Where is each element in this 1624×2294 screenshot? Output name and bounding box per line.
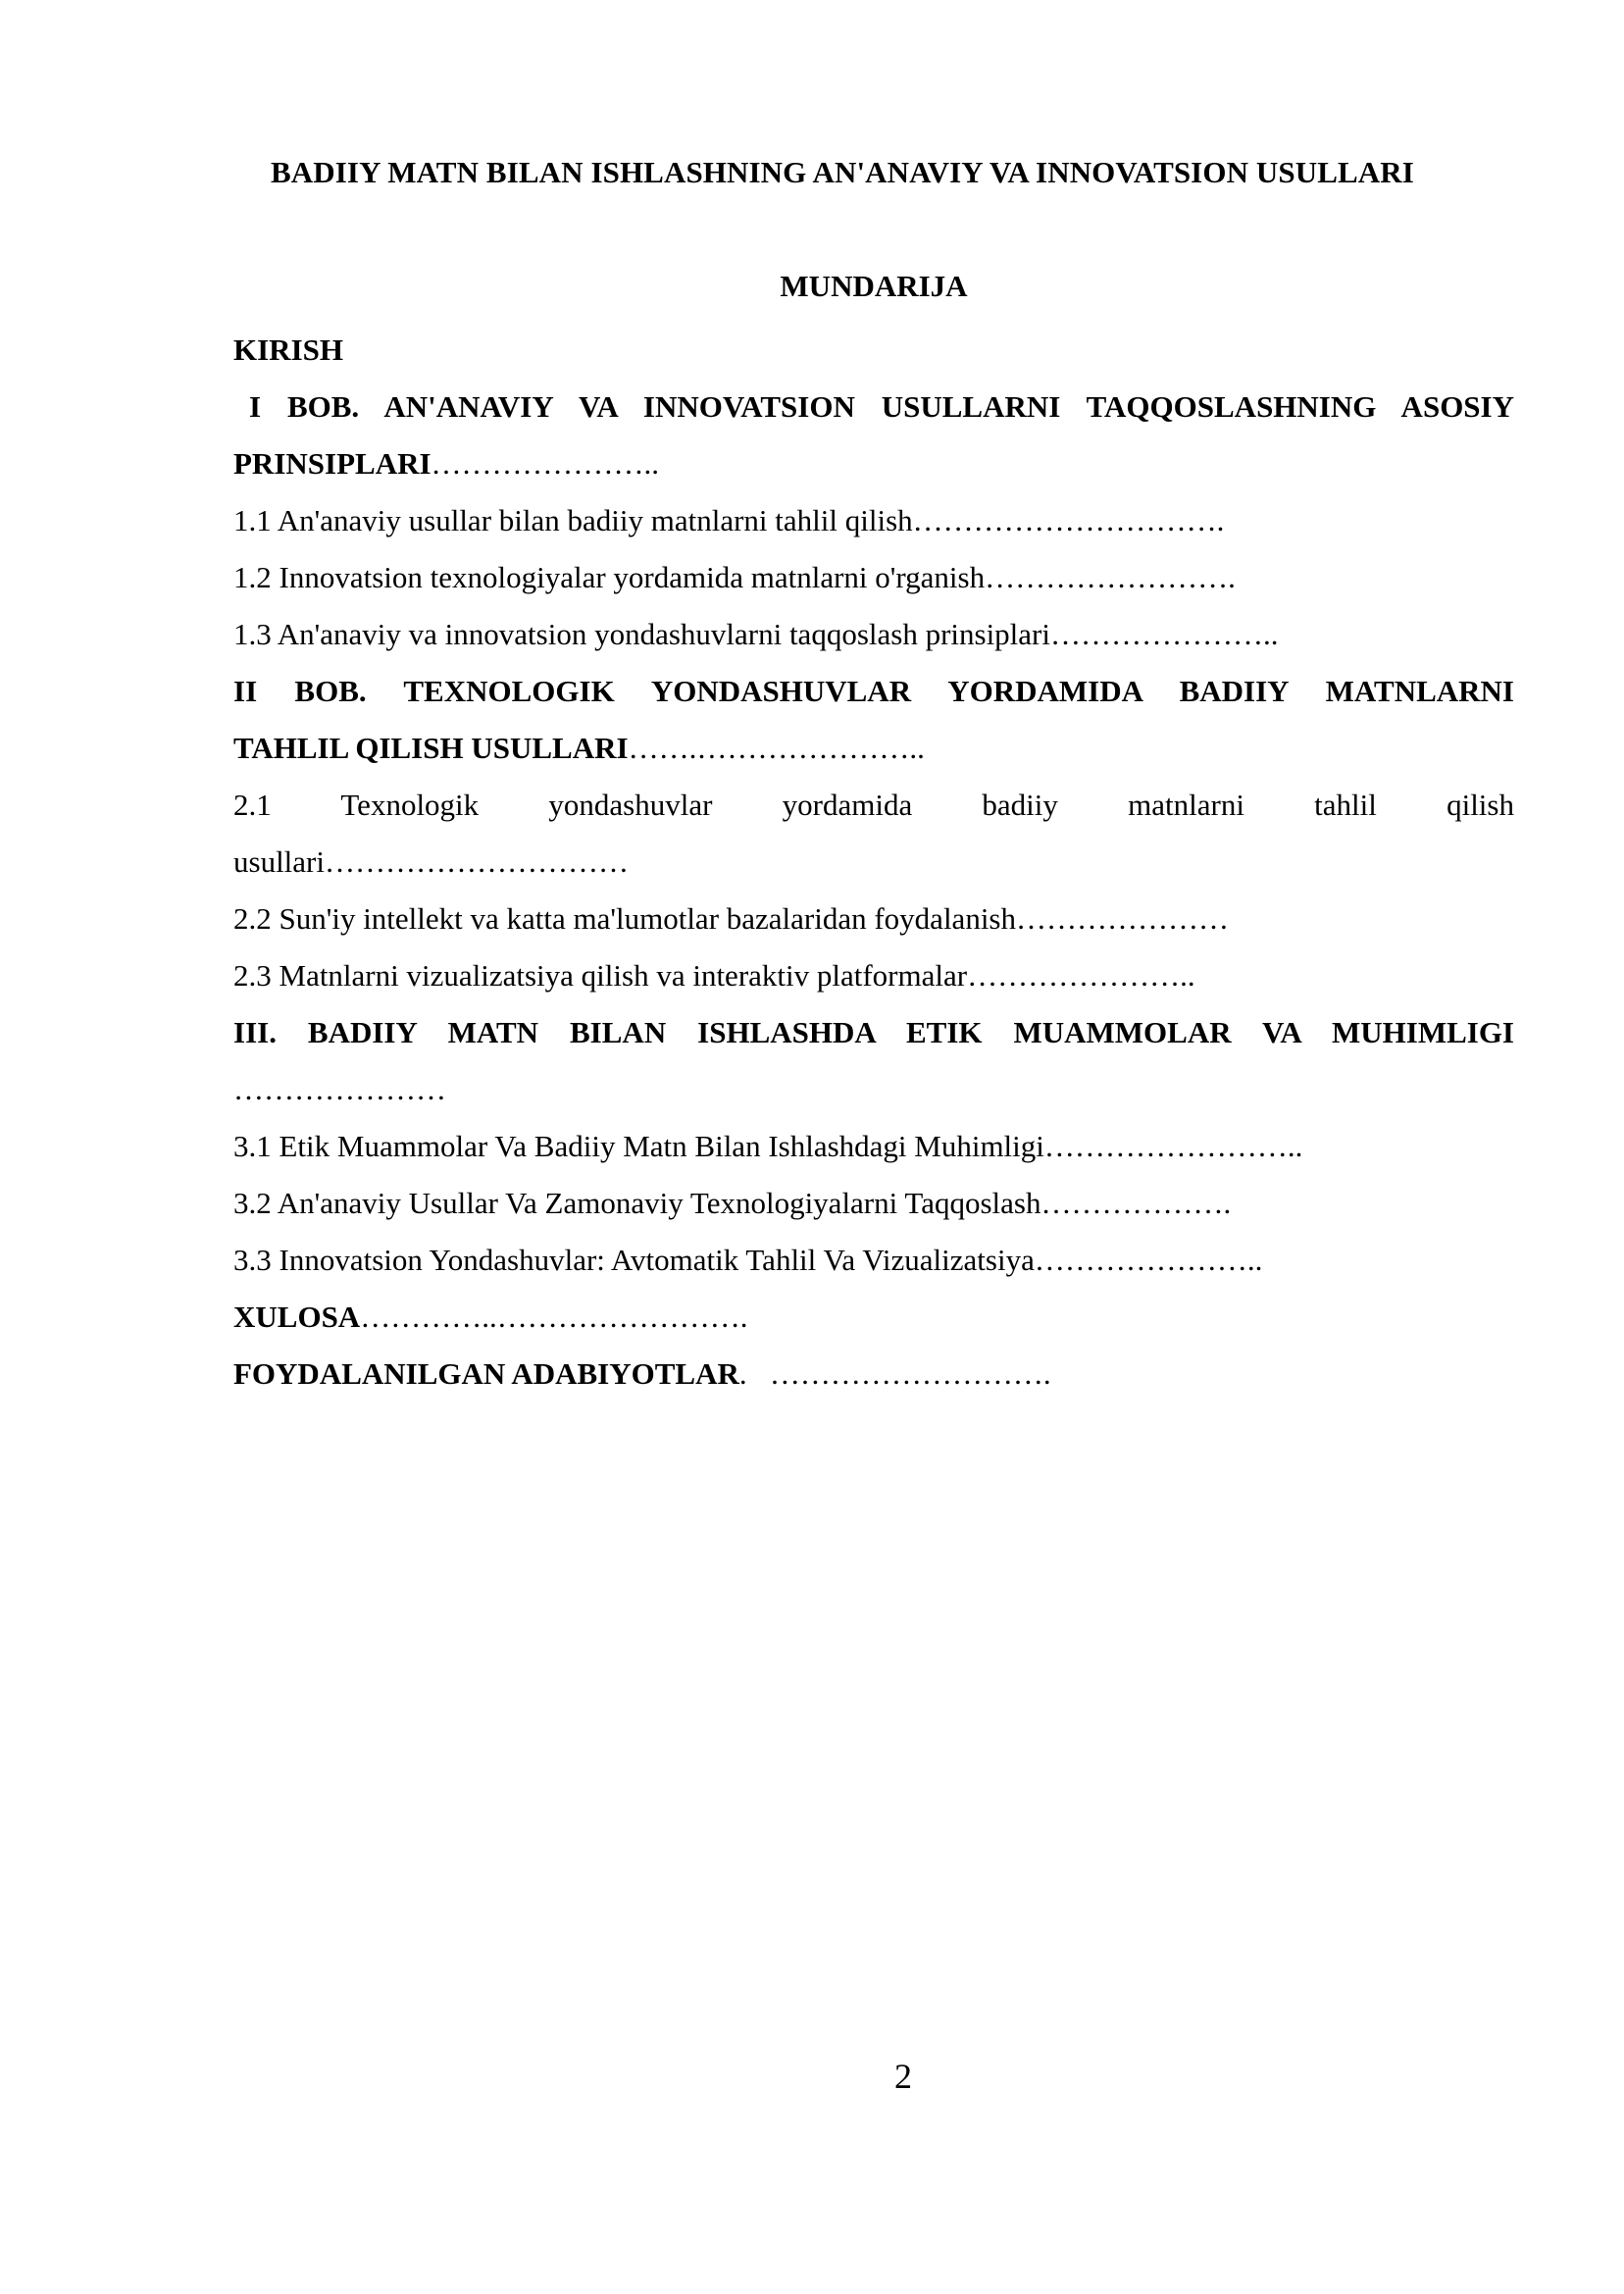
toc-entry-kirish: KIRISH <box>233 332 343 367</box>
toc-chapter-2-line-2 <box>233 720 1514 777</box>
toc-xulosa-title: XULOSA <box>233 1300 361 1334</box>
toc-section-2-2: 2.2 Sun'iy intellekt va katta ma'lumotlar bazalaridan foydalanish………………… <box>233 901 1229 936</box>
toc-chapter-3-line-1: III. BADIIY MATN BILAN ISHLASHDA ETIK MUAMMOLAR VA MUHIMLIGI <box>233 1015 1514 1049</box>
toc-chapter-1-line-2 <box>233 435 1514 492</box>
toc-chapter-2-title-end: TAHLIL QILISH USULLARI <box>233 731 629 765</box>
table-of-contents <box>233 322 1514 1402</box>
toc-section-3-1: 3.1 Etik Muammolar Va Badiiy Matn Bilan Ishlashdagi Muhimligi…………………….. <box>233 1129 1303 1163</box>
toc-heading: MUNDARIJA <box>780 269 968 303</box>
document-title: BADIIY MATN BILAN ISHLASHNING AN'ANAVIY VA INNOVATSION USULLARI <box>271 155 1414 189</box>
toc-chapter-1-title-end: PRINSIPLARI <box>233 446 431 481</box>
toc-chapter-1-leader: ………………….. <box>431 446 660 481</box>
toc-chapter-2-leader: …….………………….. <box>628 731 925 765</box>
toc-chapter-2-line-1: II BOB. TEXNOLOGIK YONDASHUVLAR YORDAMIDA BADIIY MATNLARNI <box>233 674 1514 708</box>
toc-chapter-1-line-1: I BOB. AN'ANAVIY VA INNOVATSION USULLARNI TAQQOSLASHNING ASOSIY <box>249 389 1514 424</box>
toc-adabiyotlar-title: FOYDALANILGAN ADABIYOTLAR <box>233 1356 739 1391</box>
toc-adabiyotlar-leader: . ………………………. <box>738 1356 1051 1391</box>
toc-section-3-3: 3.3 Innovatsion Yondashuvlar: Avtomatik Tahlil Va Vizualizatsiya………………….. <box>233 1243 1263 1277</box>
toc-section-2-3: 2.3 Matnlarni vizualizatsiya qilish va interaktiv platformalar………………….. <box>233 958 1195 993</box>
toc-chapter-3-leader: ………………… <box>233 1072 446 1106</box>
toc-section-2-1-line-1: 2.1 Texnologik yondashuvlar yordamida badiiy matnlarni tahlil qilish <box>233 788 1514 822</box>
toc-xulosa-leader: …………..……………………. <box>360 1300 748 1334</box>
toc-section-1-1: 1.1 An'anaviy usullar bilan badiiy matnlarni tahlil qilish…………………………. <box>233 503 1225 537</box>
toc-section-1-2: 1.2 Innovatsion texnologiyalar yordamida matnlarni o'rganish……………………. <box>233 560 1236 594</box>
toc-section-1-3: 1.3 An'anaviy va innovatsion yondashuvlarni taqqoslash prinsiplari………………….. <box>233 617 1279 651</box>
page-number: 2 <box>894 2057 912 2096</box>
toc-entry-adabiyotlar <box>233 1346 1514 1402</box>
toc-section-2-1-line-2: usullari………………………… <box>233 844 629 879</box>
toc-entry-xulosa <box>233 1289 1514 1346</box>
toc-section-3-2: 3.2 An'anaviy Usullar Va Zamonaviy Texnologiyalarni Taqqoslash………………. <box>233 1186 1232 1220</box>
